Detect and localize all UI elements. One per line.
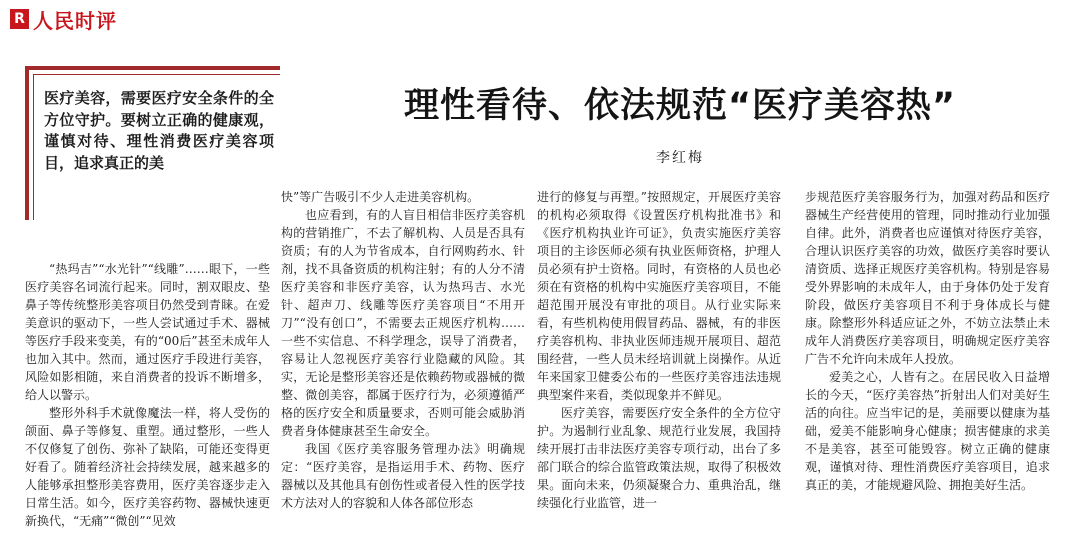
pull-quote-frame-inner-left	[33, 74, 34, 220]
paragraph: “热玛吉”“水光针”“线雕”……眼下，一些医疗美容名词流行起来。同时，割双眼皮、垫鼻子等传统整形美容项目仍然受到青睐。在爱美意识的驱动下，一些人尝试通过手术、器械等医疗手段来变美，有的“00后”甚至未成年人也加入其中。然而，通过医疗手段进行美容，风险如影相随，来自消费者的投诉不断增多，给人以警示。	[25, 262, 270, 402]
paragraph-continued: 步规范医疗美容服务行为，加强对药品和医疗器械生产经营使用的管理，同时推动行业加强自律。此外，消费者也应谨慎对待医疗美容，合理认识医疗美容的功效，做医疗美容时要认清资质、选择正规医疗美容机构。特别是容易受外界影响的未成年人，由于身体仍处于发育阶段，做医疗美容项目不利于身体成长与健康。除整形外科适应证之外，不妨立法禁止未成年人消费医疗美容项目，明确规定医疗美容广告不允许向未成年人投放。	[805, 190, 1050, 366]
pull-quote-frame-inner-top	[33, 74, 280, 75]
paragraph: 爱美之心，人皆有之。在居民收入日益增长的今天，“医疗美容热”折射出人们对美好生活的向往。应当牢记的是，美丽要以健康为基础，爱美不能影响身心健康；损害健康的求美不是美容，甚至可能毁容。树立正确的健康观，谨慎对待、理性消费医疗美容项目，追求真正的美，才能规避风险、拥抱美好生活。	[805, 370, 1050, 492]
column-name: 人民时评	[33, 8, 117, 33]
pull-quote-frame-top	[25, 66, 280, 70]
body-column-3	[537, 188, 781, 512]
article-byline: 李红梅	[656, 150, 704, 166]
paragraph: 整形外科手术就像魔法一样，将人受伤的颌面、鼻子等修复、重塑。通过整形，一些人不仅修复了创伤、弥补了缺陷，可能还变得更好看了。随着经济社会持续发展，越来越多的人能够承担整形美容费用，医疗美容逐步走入日常生活。如今，医疗美容药物、器械快速更新换代，“无痛”“微创”“见效	[25, 406, 270, 528]
paragraph-continued: 进行的修复与再塑。”按照规定，开展医疗美容的机构必须取得《设置医疗机构批准书》和《医疗机构执业许可证》，负责实施医疗美容项目的主诊医师必须有执业医师资格，护理人员必须有护士资格。同时，有资格的人员也必须在有资格的机构中实施医疗美容项目，不能超范围开展没有审批的项目。从行业实际来看，有些机构使用假冒药品、器械，有的非医疗美容机构、非执业医师违规开展项目、超范围经营，一些人员未经培训就上岗操作。从近年来国家卫健委公布的一些医疗美容违法违规典型案件来看，类似现象并不鲜见。	[537, 190, 781, 402]
pull-quote: 医疗美容，需要医疗安全条件的全方位守护。要树立正确的健康观，谨慎对待、理性消费医疗美容项目，追求真正的美	[44, 89, 274, 172]
paragraph-continued: 快”等广告吸引不少人走进美容机构。	[281, 190, 480, 204]
paragraph: 我国《医疗美容服务管理办法》明确规定：“医疗美容，是指运用手术、药物、医疗器械以及其他具有创伤性或者侵入性的医学技术方法对人的容貌和人体各部位形态	[281, 442, 525, 510]
brand-header	[10, 6, 117, 32]
pull-quote-frame-left	[25, 66, 29, 220]
body-column-4	[805, 188, 1050, 494]
body-column-1	[25, 260, 270, 530]
brand-logo-icon: R	[10, 9, 29, 29]
paragraph: 医疗美容，需要医疗安全条件的全方位守护。为遏制行业乱象、规范行业发展，我国持续开展打击非法医疗美容专项行动，出台了多部门联合的综合监管政策法规，取得了积极效果。面向未来，仍须凝聚合力、重典治乱，继续强化行业监管，进一	[537, 406, 781, 510]
article-headline: 理性看待、依法规范“医疗美容热”	[403, 86, 956, 126]
body-column-2	[281, 188, 525, 512]
paragraph: 也应看到，有的人盲目相信非医疗美容机构的营销推广，不去了解机构、人员是否具有资质；有的人为节省成本，自行网购药水、针剂，找不具备资质的机构注射；有的人分不清医疗美容和非医疗美容，认为热玛吉、水光针、超声刀、线雕等医疗美容项目“不用开刀”“没有创口”，不需要去正规医疗机构……一些不实信息、不科学理念，误导了消费者，容易让人忽视医疗美容行业隐藏的风险。其实，无论是整形美容还是依赖药物或器械的微整、微创美容，都属于医疗行为，必须遵循严格的医疗安全和质量要求，否则可能会威胁消费者身体健康甚至生命安全。	[281, 208, 525, 438]
